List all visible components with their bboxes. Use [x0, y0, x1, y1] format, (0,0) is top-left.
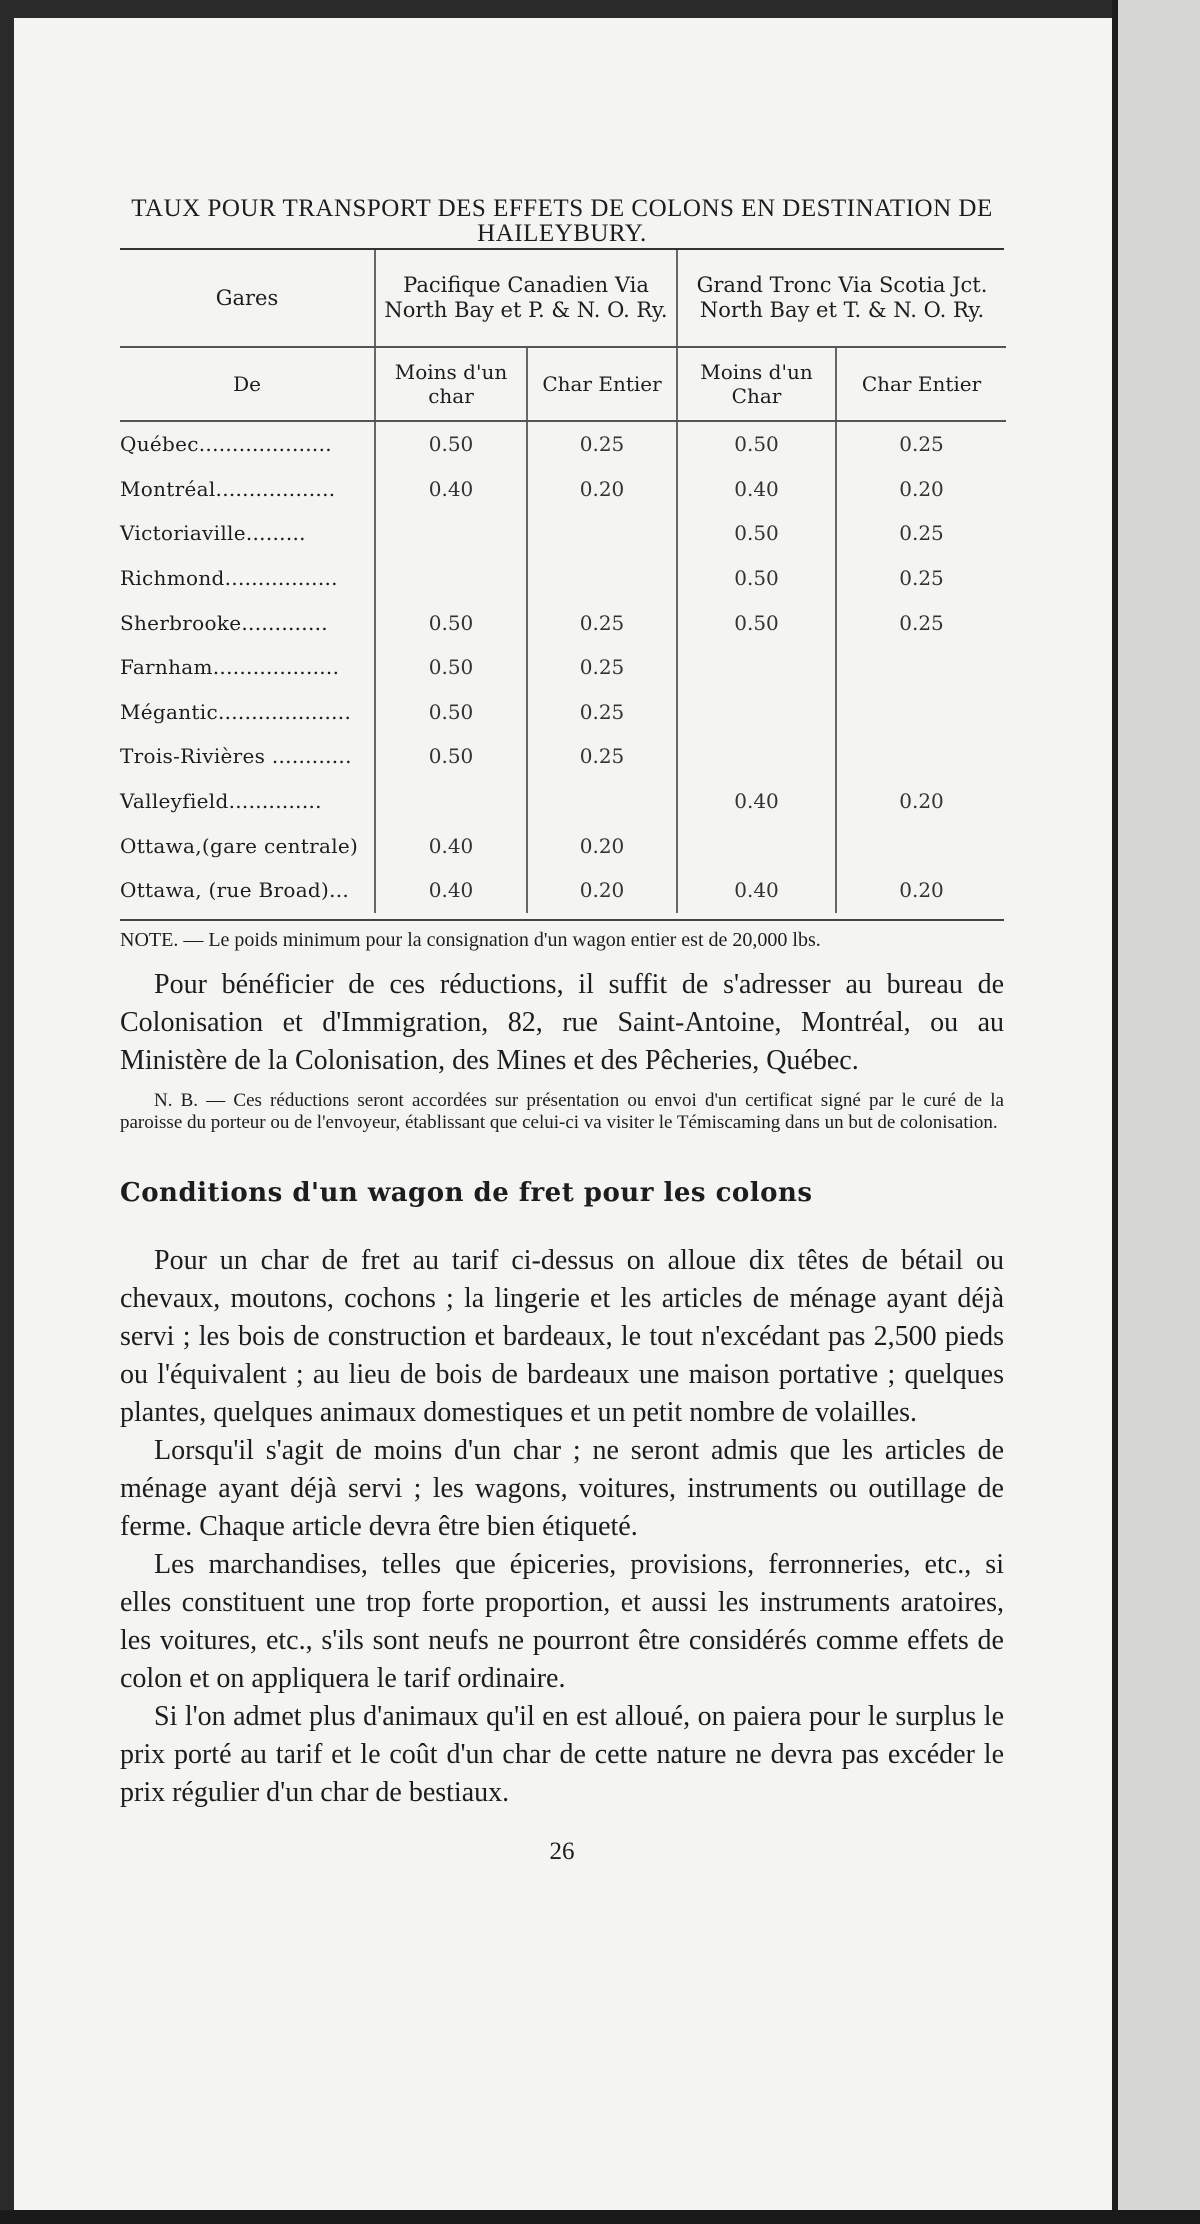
station-name: Montréal..................: [120, 476, 336, 501]
group-header-cp: Pacifique Canadien Via North Bay et P. & N. O. Ry.: [375, 250, 677, 347]
rate-cell: [836, 823, 1006, 868]
book-edge: [1112, 0, 1200, 2224]
rate-cell: [677, 734, 836, 779]
body-paragraph: Si l'on admet plus d'animaux qu'il en est alloué, on paiera pour le surplus le prix porté au tarif et le coût d'un char de cette nature ne devra pas excéder le prix régulier d'un char de bestiaux.: [120, 1700, 1004, 1808]
rate-cell: [527, 779, 677, 824]
rate-cell: [677, 690, 836, 735]
body-paragraph: Pour un char de fret au tarif ci-dessus on alloue dix têtes de bétail ou chevaux, moutons, cochons ; la lingerie et les articles de ménage ayant déjà servi ; les bois de construction et bardeaux, le tout n'excédant pas 2,500 pieds ou l'équivalent ; au lieu de bois de bardeaux une maison portative ; quelques plantes, quelques animaux domestiques et un petit nombre de volailles.: [120, 1244, 1004, 1428]
rate-cell: 0.40: [677, 868, 836, 913]
document-page: [14, 18, 1112, 2210]
rate-cell: 0.25: [527, 421, 677, 467]
table-row: [120, 690, 1006, 735]
station-name: Trois-Rivières ............: [120, 744, 352, 769]
rate-cell: 0.25: [836, 421, 1006, 467]
rate-cell: [836, 690, 1006, 735]
station-name: Sherbrooke.............: [120, 610, 328, 635]
rate-cell: 0.50: [677, 600, 836, 645]
rate-cell: 0.50: [375, 421, 527, 467]
rate-cell: [527, 511, 677, 556]
table-row: [120, 511, 1006, 556]
rate-cell: [527, 556, 677, 601]
body-paragraph: Lorsqu'il s'agit de moins d'un char ; ne seront admis que les articles de ménage ayant déjà servi ; les wagons, voitures, instruments ou outillage de ferme. Chaque article devra être bien étiqueté.: [120, 1434, 1004, 1542]
weight-note: NOTE. — Le poids minimum pour la consignation d'un wagon entier est de 20,000 lbs.: [120, 928, 821, 951]
rate-cell: 0.25: [527, 600, 677, 645]
body-paragraph: Les marchandises, telles que épiceries, provisions, ferronneries, etc., si elles constituent une trop forte proportion, et aussi les instruments aratoires, les voitures, etc., s'ils sont neufs ne pourront être considérés comme effets de colon et on appliquera le tarif ordinaire.: [120, 1548, 1004, 1694]
rates-table: [120, 250, 1006, 913]
rate-cell: 0.25: [836, 511, 1006, 556]
rate-cell: [375, 511, 527, 556]
rate-cell: 0.40: [677, 779, 836, 824]
section-title: Conditions d'un wagon de fret pour les colons: [120, 1177, 813, 1208]
table-row: [120, 556, 1006, 601]
rate-cell: 0.50: [677, 511, 836, 556]
de-header: De: [120, 347, 375, 421]
reductions-paragraph: Pour bénéficier de ces réductions, il suffit de s'adresser au bureau de Colonisation et d'Immigration, 82, rue Saint-Antoine, Montréal, ou au Ministère de la Colonisation, des Mines et des Pêcheries, Québec.: [120, 968, 1004, 1076]
rate-cell: 0.40: [375, 467, 527, 512]
rate-cell: 0.20: [836, 868, 1006, 913]
column-header: Moins d'un char: [375, 347, 527, 421]
station-name: Ottawa,(gare centrale): [120, 833, 359, 858]
rate-cell: 0.50: [375, 734, 527, 779]
rate-cell: [677, 823, 836, 868]
table-row: [120, 779, 1006, 824]
station-name: Québec....................: [120, 432, 332, 457]
table-row: [120, 734, 1006, 779]
nb-note: N. B. — Ces réductions seront accordées sur présentation ou envoi d'un certificat signé par le curé de la paroisse du porteur ou de l'envoyeur, établissant que celui-ci va visiter le Témiscaming dans un but de colonisation.: [120, 1089, 1004, 1133]
table-row: [120, 421, 1006, 467]
column-header: Moins d'un Char: [677, 347, 836, 421]
divider: [120, 919, 1004, 921]
table-row: [120, 467, 1006, 512]
rate-cell: 0.50: [677, 556, 836, 601]
rate-cell: 0.20: [836, 779, 1006, 824]
rate-cell: 0.25: [836, 556, 1006, 601]
station-name: Richmond.................: [120, 566, 338, 591]
station-name: Ottawa, (rue Broad)...: [120, 878, 350, 903]
station-name: Mégantic....................: [120, 699, 352, 724]
rate-cell: 0.50: [375, 645, 527, 690]
table-title: TAUX POUR TRANSPORT DES EFFETS DE COLONS EN DESTINATION DE HAILEYBURY.: [131, 195, 993, 247]
rate-cell: [836, 645, 1006, 690]
rate-cell: 0.50: [375, 690, 527, 735]
rate-cell: 0.40: [677, 467, 836, 512]
table-row: [120, 645, 1006, 690]
rate-cell: 0.40: [375, 868, 527, 913]
rate-cell: [677, 645, 836, 690]
rate-cell: 0.50: [375, 600, 527, 645]
rate-cell: 0.25: [527, 734, 677, 779]
rate-cell: 0.25: [527, 645, 677, 690]
rate-cell: 0.25: [527, 690, 677, 735]
page-content: [120, 196, 1004, 1866]
table-body: [120, 421, 1006, 913]
rate-cell: 0.20: [836, 467, 1006, 512]
rate-cell: 0.20: [527, 823, 677, 868]
table-row: [120, 868, 1006, 913]
table-row: [120, 823, 1006, 868]
rate-cell: 0.25: [836, 600, 1006, 645]
table-row: [120, 600, 1006, 645]
column-header: Char Entier: [527, 347, 677, 421]
rate-cell: [375, 779, 527, 824]
column-header: Char Entier: [836, 347, 1006, 421]
gares-header: Gares: [120, 250, 375, 347]
scan-border: [0, 2210, 1200, 2224]
station-name: Farnham...................: [120, 655, 340, 680]
station-name: Victoriaville.........: [120, 521, 306, 546]
station-name: Valleyfield..............: [120, 789, 322, 814]
rate-cell: [836, 734, 1006, 779]
rate-cell: 0.20: [527, 868, 677, 913]
page-number: 26: [549, 1837, 575, 1865]
rate-cell: 0.50: [677, 421, 836, 467]
rate-cell: 0.40: [375, 823, 527, 868]
rate-cell: 0.20: [527, 467, 677, 512]
group-header-gt: Grand Tronc Via Scotia Jct. North Bay et T. & N. O. Ry.: [677, 250, 1006, 347]
rate-cell: [375, 556, 527, 601]
